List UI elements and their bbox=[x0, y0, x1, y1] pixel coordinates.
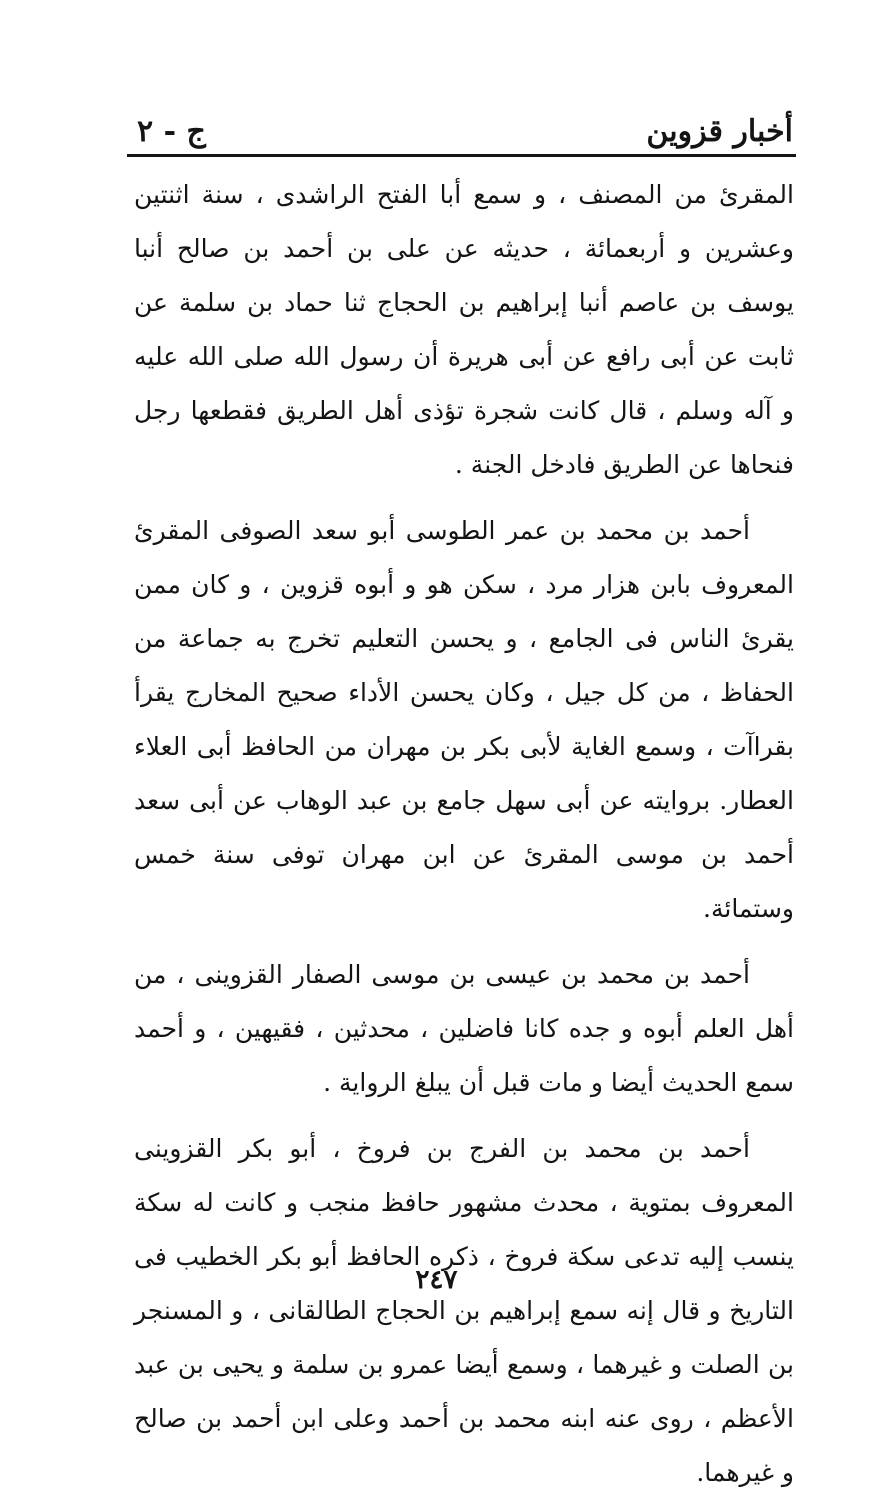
paragraph-4: أحمد بن محمد بن الفرج بن فروخ ، أبو بكر القزوينى المعروف بمتوية ، محدث مشهور حافظ منجب و كانت له سكة ينسب إليه تدعى سكة فروخ ، ذكره الحافظ أبو بكر الخطيب فى التاريخ و قال إنه سمع إبراهيم بن الحجاج الطالقانى ، و المسنجر بن الصلت و غيرهما ، وسمع أيضا عمرو بن سلمة و يحيى بن عبد الأعظم ، روى عنه ابنه محمد بن أحمد وعلى ابن أحمد بن صالح و غيرهما. bbox=[134, 1134, 794, 1487]
running-header bbox=[133, 108, 793, 152]
paragraph-2: أحمد بن محمد بن عمر الطوسى أبو سعد الصوفى المقرئ المعروف بابن هزار مرد ، سكن هو و أبوه قزوين ، و كان ممن يقرئ الناس فى الجامع ، و يحسن التعليم تخرج به جماعة من الحفاظ ، من كل جيل ، وكان يحسن الأداء صحيح المخارج يقرأ بقراآت ، وسمع الغاية لأبى بكر بن مهران من الحافظ أبى العلاء العطار. بروايته عن أبى سهل جامع بن عبد الوهاب عن أبى سعد أحمد بن موسى المقرئ عن ابن مهران توفى سنة خمس وستمائة. bbox=[134, 516, 794, 923]
book-title: أخبار قزوين bbox=[646, 114, 793, 149]
volume-number: ج - ٢ bbox=[137, 114, 206, 149]
body-text bbox=[134, 168, 794, 1512]
paragraph-3: أحمد بن محمد بن عيسى بن موسى الصفار القزوينى ، من أهل العلم أبوه و جده كانا فاضلين ، محدثين ، فقيهين ، و أحمد سمع الحديث أيضا و مات قبل أن يبلغ الرواية . bbox=[134, 960, 794, 1097]
paragraph-1: المقرئ من المصنف ، و سمع أبا الفتح الراشدى ، سنة اثنتين وعشرين و أربعمائة ، حديثه عن على بن أحمد بن صالح أنبا يوسف بن عاصم أنبا إبراهيم بن الحجاج ثنا حماد بن سلمة عن ثابت عن أبى رافع عن أبى هريرة أن رسول الله صلى الله عليه و آله وسلم ، قال كانت شجرة تؤذى أهل الطريق فقطعها رجل فنحاها عن الطريق فادخل الجنة . bbox=[134, 180, 794, 479]
page-number: ٢٤٧ bbox=[415, 1265, 458, 1295]
header-rule bbox=[127, 154, 796, 157]
